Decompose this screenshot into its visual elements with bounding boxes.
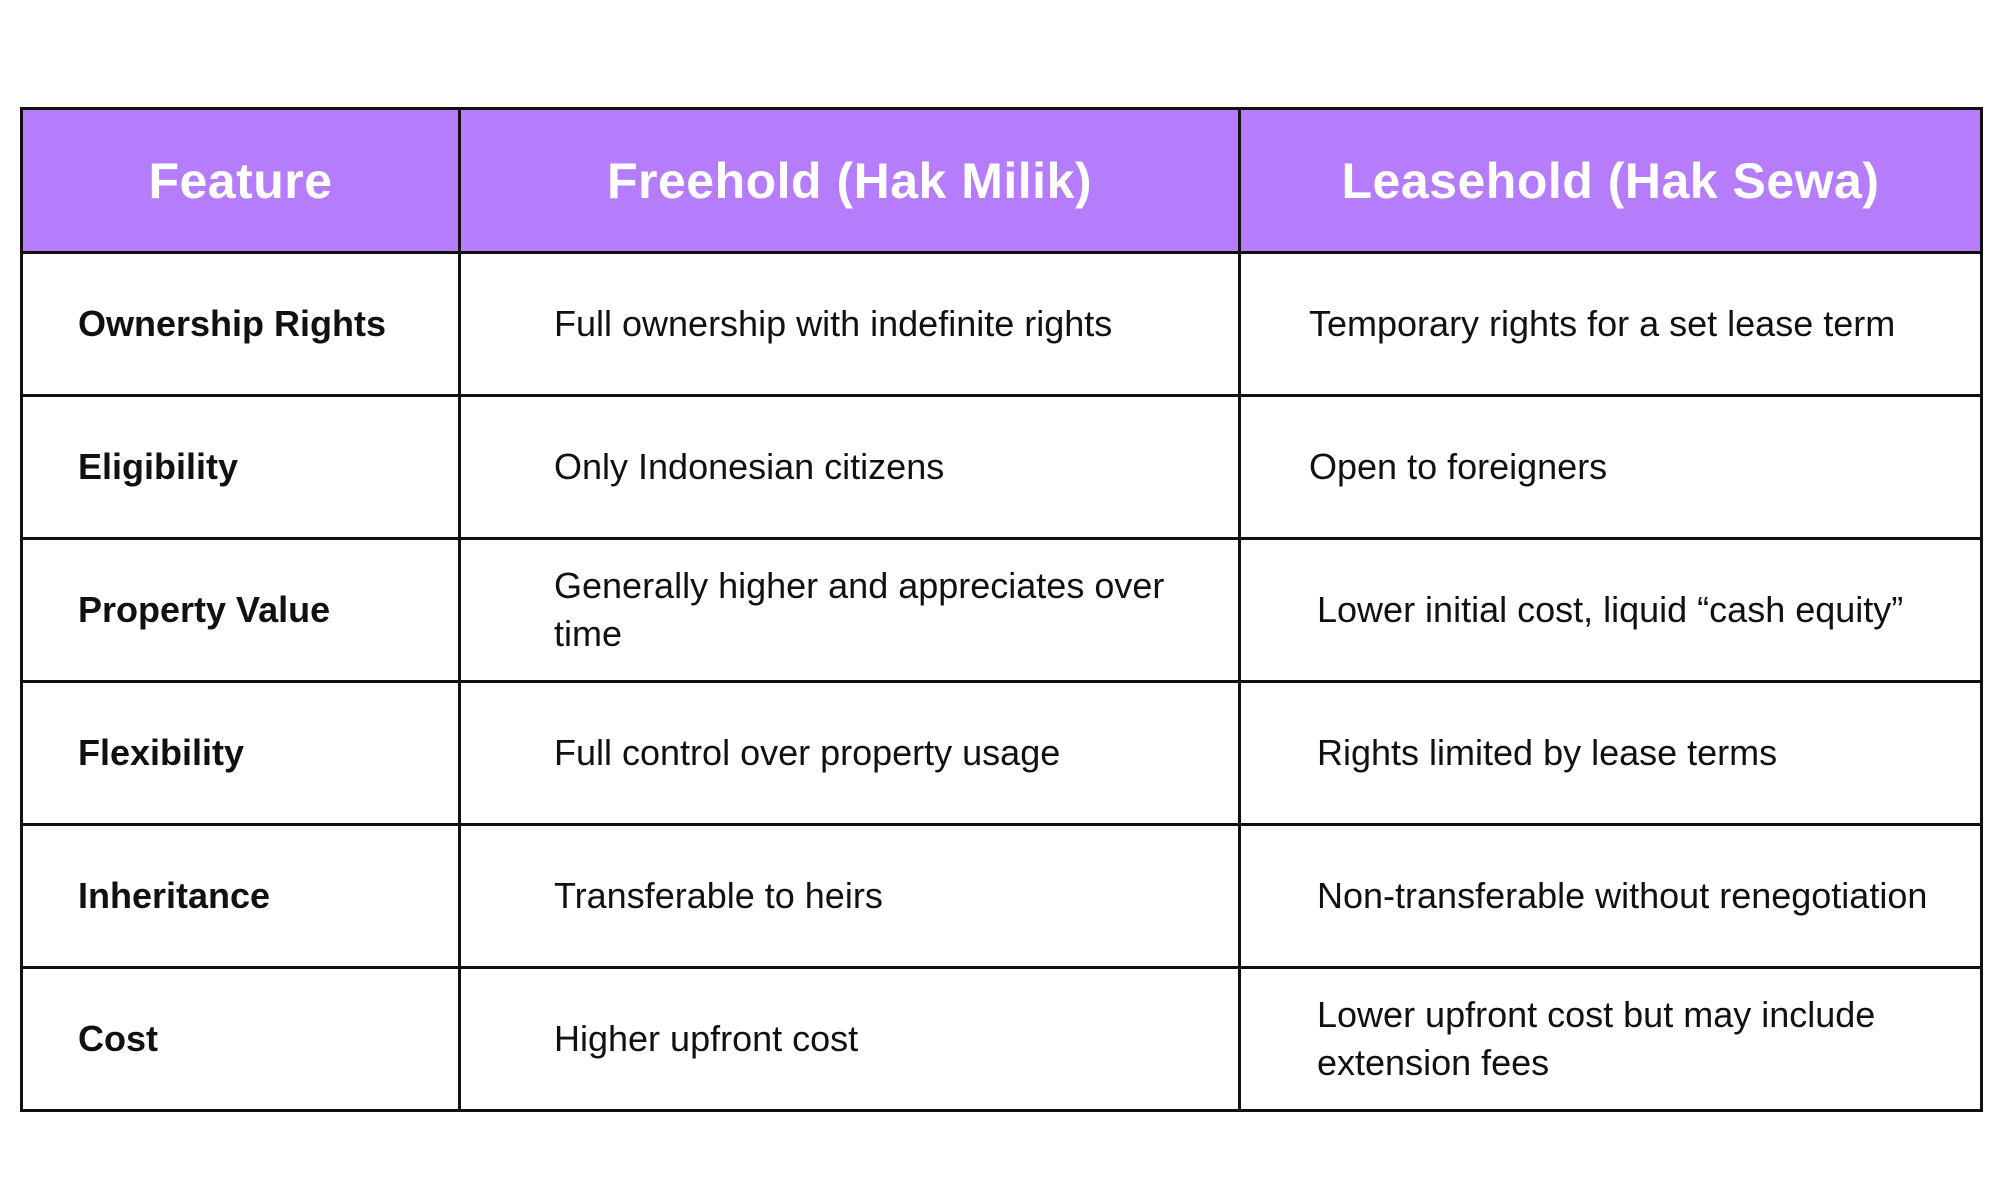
header-row <box>22 109 1982 253</box>
header-leasehold: Leasehold (Hak Sewa) <box>1240 109 1982 253</box>
freehold-cell: Transferable to heirs <box>460 825 1240 968</box>
leasehold-cell: Temporary rights for a set lease term <box>1240 253 1982 396</box>
table-body <box>22 253 1982 1111</box>
feature-cell: Eligibility <box>22 396 460 539</box>
freehold-cell: Full ownership with indefinite rights <box>460 253 1240 396</box>
leasehold-cell: Open to foreigners <box>1240 396 1982 539</box>
feature-cell: Ownership Rights <box>22 253 460 396</box>
feature-cell: Flexibility <box>22 682 460 825</box>
table-header <box>22 109 1982 253</box>
table-row <box>22 682 1982 825</box>
feature-cell: Property Value <box>22 539 460 682</box>
table-row <box>22 396 1982 539</box>
freehold-cell: Higher upfront cost <box>460 968 1240 1111</box>
freehold-cell: Generally higher and appreciates over time <box>460 539 1240 682</box>
freehold-cell: Full control over property usage <box>460 682 1240 825</box>
header-freehold: Freehold (Hak Milik) <box>460 109 1240 253</box>
freehold-cell: Only Indonesian citizens <box>460 396 1240 539</box>
leasehold-cell: Lower initial cost, liquid “cash equity” <box>1240 539 1982 682</box>
table-row <box>22 825 1982 968</box>
table-row <box>22 539 1982 682</box>
feature-cell: Inheritance <box>22 825 460 968</box>
header-feature: Feature <box>22 109 460 253</box>
comparison-table <box>20 107 1983 1112</box>
table-row <box>22 253 1982 396</box>
table-row <box>22 968 1982 1111</box>
leasehold-cell: Non-transferable without renegotiation <box>1240 825 1982 968</box>
leasehold-cell: Rights limited by lease terms <box>1240 682 1982 825</box>
leasehold-cell: Lower upfront cost but may include extension fees <box>1240 968 1982 1111</box>
feature-cell: Cost <box>22 968 460 1111</box>
